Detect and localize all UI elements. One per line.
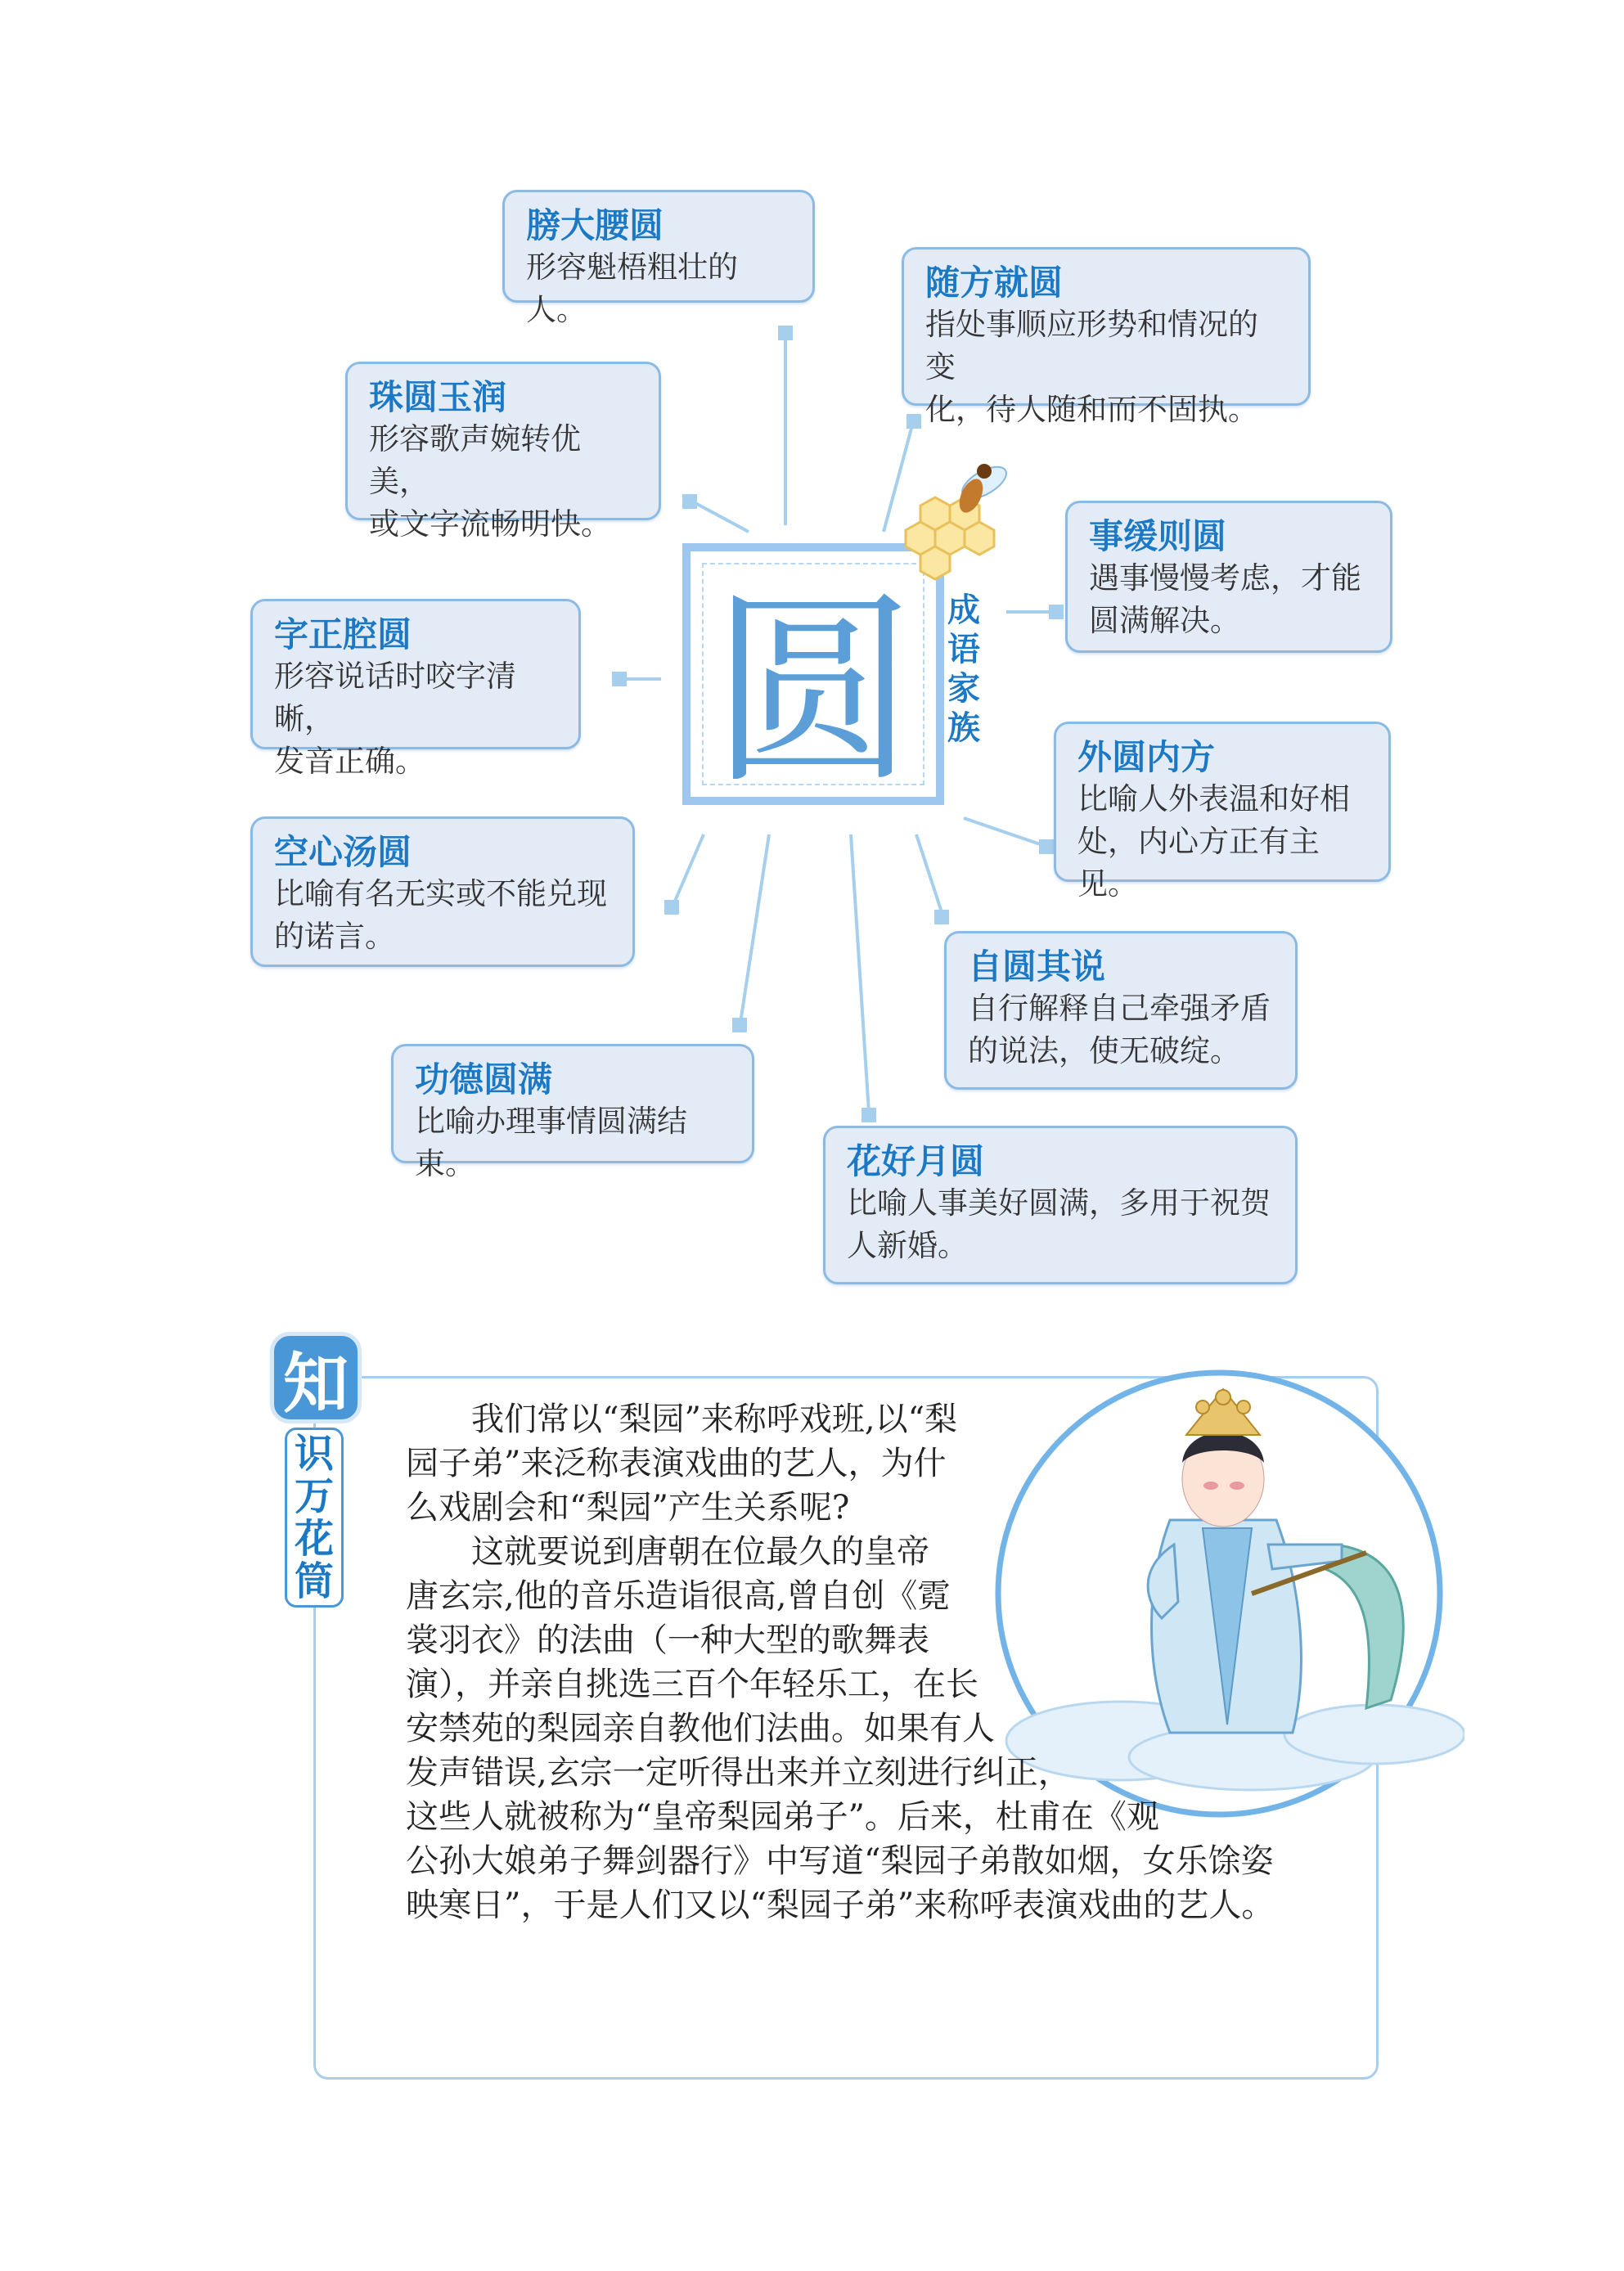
vertical-title-char: 万 [294,1473,334,1519]
idiom-definition: 形容魁梧粗壮的人。 [526,250,738,327]
idiom-card-kongxintangyuan [250,816,635,967]
idiom-card-waiyuanneifang [1054,722,1391,902]
text-line: 这就要说到唐朝在位最久的皇帝 [406,1533,929,1571]
knowledge-badge: 知 [270,1332,362,1423]
idiom-definition: 比喻有名无实或不能兑现 [274,876,607,911]
knowledge-vertical-title [285,1428,344,1608]
text-line: 映寒日”，于是人们又以“梨园子弟”来称呼表演戏曲的艺人。 [406,1887,1275,1924]
text-line: 演），并亲自挑选三百个年轻乐工，在长 [406,1666,978,1703]
idiom-card-huahaoyueyuan [823,1126,1298,1284]
idiom-definition: 比喻人事美好圆满，多用于祝贺 [847,1185,1271,1221]
idiom-card-zizhengqiangyuan [250,599,581,779]
idiom-title: 自圆其说 [968,947,1106,987]
bee-honeycomb-icon [888,448,1027,587]
idiom-definition: 人新婚。 [847,1228,968,1263]
idiom-definition: 自行解释自己牵强矛盾 [968,991,1271,1026]
idiom-card-zhuyuanyurun [345,362,661,542]
idiom-definition: 比喻人外表温和好相 [1077,781,1350,816]
idiom-definition: 的说法，使无破绽。 [968,1033,1240,1068]
center-character: 圆 [711,573,915,811]
idiom-card-gongdeyuanman [391,1044,754,1181]
idiom-definition: 指处事顺应形势和情况的变 [925,307,1258,384]
idiom-title: 外圆内方 [1077,737,1216,777]
idiom-title: 随方就圆 [925,263,1064,303]
idiom-definition: 发音正确。 [274,744,425,779]
idiom-definition: 形容说话时咬字清晰， [274,659,516,736]
vertical-title-char: 筒 [294,1558,334,1604]
idiom-definition: 的诺言。 [274,919,395,954]
family-label-char: 语 [947,631,980,668]
idiom-definition: 比喻办理事情圆满结束。 [415,1104,687,1181]
idiom-title: 膀大腰圆 [526,205,664,245]
idiom-card-shihuanzeyuan [1065,501,1392,653]
vertical-title-char: 花 [294,1516,334,1562]
text-line: 唐玄宗,他的音乐造诣很高,曾自创《霓 [406,1577,951,1615]
idiom-title: 花好月圆 [847,1141,985,1181]
text-line: 这些人就被称为“皇帝梨园弟子”。后来，杜甫在《观 [406,1798,1159,1836]
family-label-char: 族 [947,709,980,747]
text-line: 裳羽衣》的法曲（一种大型的歌舞表 [406,1621,929,1659]
idiom-definition: 圆满解决。 [1089,603,1240,638]
knowledge-text [406,1397,1306,1927]
idiom-title: 空心汤圆 [274,832,412,872]
idiom-card-bangdayaoyuan [502,190,815,327]
idiom-definition: 处，内心方正有主见。 [1077,824,1320,902]
text-line: 么戏剧会和“梨园”产生关系呢? [406,1489,850,1527]
family-label-char: 成 [947,591,980,629]
idiom-family-label [941,591,987,748]
text-line: 安禁苑的梨园亲自教他们法曲。如果有人 [406,1710,995,1747]
idiom-title: 字正腔圆 [274,614,412,654]
family-label-char: 家 [947,670,980,708]
idiom-card-suifangjiuyuan [902,247,1311,427]
idiom-card-ziyuanqishuo [944,931,1298,1090]
idiom-title: 事缓则圆 [1089,516,1227,556]
idiom-title: 功德圆满 [415,1059,553,1100]
text-line: 园子弟”来泛称表演戏曲的艺人，为什 [406,1445,947,1482]
vertical-title-char: 识 [294,1431,334,1477]
text-line: 我们常以“梨园”来称呼戏班,以“梨 [406,1401,958,1438]
text-line: 公孙大娘弟子舞剑器行》中写道“梨园子弟散如烟，女乐馀姿 [406,1842,1274,1880]
idiom-title: 珠圆玉润 [369,377,507,417]
idiom-definition: 化，待人随和而不固执。 [925,392,1258,427]
idiom-definition: 形容歌声婉转优美， [369,421,581,499]
idiom-definition: 遇事慢慢考虑，才能 [1089,560,1361,596]
text-line: 发声错误,玄宗一定听得出来并立刻进行纠正， [406,1754,1071,1792]
idiom-definition: 或文字流畅明快。 [369,506,611,542]
